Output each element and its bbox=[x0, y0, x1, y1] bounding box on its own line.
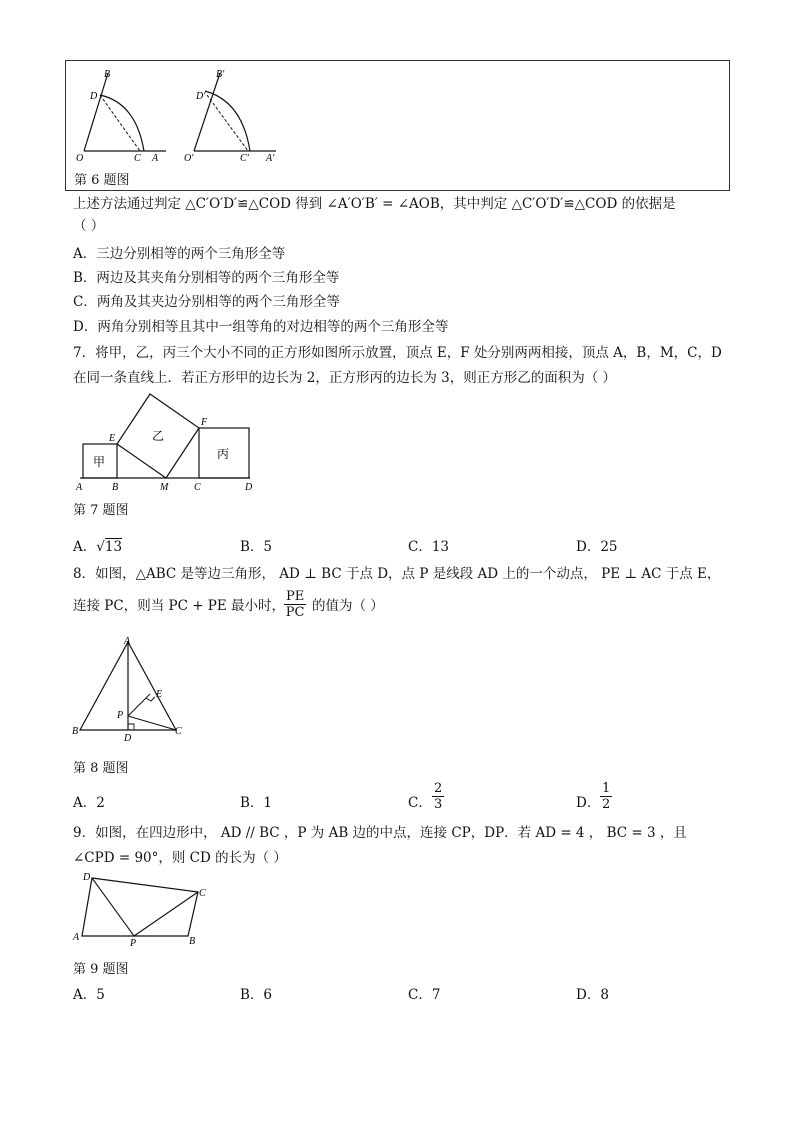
q7-option-a bbox=[73, 535, 122, 555]
q9-option-b: B．6 bbox=[240, 987, 273, 1003]
q6-label-O: O bbox=[76, 153, 84, 164]
q7-label-C: C bbox=[194, 482, 201, 493]
q7-option-b: B．5 bbox=[240, 539, 273, 555]
q8-caption: 第 8 题图 bbox=[73, 761, 129, 776]
q9-option-a: A．5 bbox=[73, 987, 105, 1003]
q6-figure bbox=[66, 61, 729, 190]
q6-label-B: B bbox=[104, 69, 111, 80]
q7-label-F: F bbox=[201, 417, 208, 428]
q8-option-d-prefix: D． bbox=[576, 795, 601, 811]
q9-label-D: D bbox=[83, 872, 91, 883]
q8-option-c-den: 3 bbox=[434, 797, 443, 812]
q6-label-O-prime: O′ bbox=[184, 153, 194, 164]
q8-label-A: A bbox=[124, 636, 131, 647]
q9-caption: 第 9 题图 bbox=[73, 962, 129, 977]
q7-option-a-radicand: 13 bbox=[104, 539, 123, 555]
q6-figure-frame bbox=[65, 60, 730, 191]
q6-option-b: B．两边及其夹角分别相等的两个三角形全等 bbox=[73, 270, 340, 286]
q6-caption: 第 6 题图 bbox=[74, 173, 130, 188]
q6-label-D: D bbox=[90, 91, 98, 102]
q6-label-B-prime: B′ bbox=[216, 69, 225, 80]
q6-label-D-prime: D′ bbox=[196, 91, 206, 102]
q6-option-c: C．两角及其夹边分别相等的两个三角形全等 bbox=[73, 294, 340, 310]
q9-option-c: C．7 bbox=[408, 987, 441, 1003]
q6-label-C-prime: C′ bbox=[240, 153, 249, 164]
q7-option-c: C．13 bbox=[408, 539, 450, 555]
q8-option-c-num: 2 bbox=[434, 781, 443, 796]
q8-label-C: C bbox=[175, 726, 182, 737]
q8-option-b: B．1 bbox=[240, 795, 273, 811]
sqrt-icon: √ bbox=[96, 539, 105, 555]
q9-label-B: B bbox=[189, 936, 196, 947]
q7-label-A: A bbox=[76, 482, 83, 493]
q7-caption: 第 7 题图 bbox=[73, 503, 129, 518]
q9-label-A: A bbox=[73, 932, 80, 943]
q7-label-E: E bbox=[109, 433, 116, 444]
q8-figure bbox=[68, 634, 198, 746]
q8-label-B: B bbox=[72, 726, 79, 737]
q6-option-a: A．三边分别相等的两个三角形全等 bbox=[73, 246, 286, 262]
q8-label-P: P bbox=[117, 710, 124, 721]
q7-label-jia: 甲 bbox=[93, 455, 106, 469]
q6-label-A: A bbox=[152, 153, 159, 164]
q9-label-C: C bbox=[199, 888, 206, 899]
q7-label-D: D bbox=[245, 482, 253, 493]
q8-frac-den: PC bbox=[285, 605, 305, 620]
q6-option-d: D．两角分别相等且其中一组等角的对边相等的两个三角形全等 bbox=[73, 319, 449, 335]
q7-label-yi: 乙 bbox=[152, 429, 165, 443]
q8-option-d-den: 2 bbox=[602, 797, 611, 812]
q8-label-D: D bbox=[124, 733, 132, 744]
q7-figure bbox=[72, 388, 272, 496]
q9-figure bbox=[70, 868, 220, 950]
q7-option-d: D．25 bbox=[576, 539, 618, 555]
q8-option-c-prefix: C． bbox=[408, 795, 432, 811]
q8-stem-line2-post: 的值为（ ） bbox=[312, 598, 384, 614]
q8-option-a: A．2 bbox=[73, 795, 105, 811]
q8-stem-fraction bbox=[284, 589, 306, 620]
q8-frac-num: PE bbox=[286, 589, 305, 604]
q8-option-d-fraction bbox=[600, 781, 612, 812]
q7-stem-line2: 在同一条直线上．若正方形甲的边长为 2，正方形丙的边长为 3，则正方形乙的面积为（ ） bbox=[73, 370, 617, 386]
q6-label-C: C bbox=[134, 153, 141, 164]
q9-option-d: D．8 bbox=[576, 987, 609, 1003]
q9-stem-line2: ∠CPD = 90°，则 CD 的长为（ ） bbox=[73, 850, 287, 866]
q9-label-P: P bbox=[130, 938, 137, 949]
q7-label-B: B bbox=[112, 482, 119, 493]
q7-label-bing: 丙 bbox=[217, 447, 230, 461]
q7-option-a-prefix: A． bbox=[73, 539, 97, 555]
q6-stem-line2: （ ） bbox=[73, 218, 105, 234]
q8-option-c-fraction bbox=[432, 781, 444, 812]
q7-stem-line1: 7．将甲，乙，丙三个大小不同的正方形如图所示放置，顶点 E，F 处分别两两相接，顶点 A，B，M，C，D bbox=[73, 345, 722, 361]
q9-stem-line1: 9．如图，在四边形中， AD // BC ，P 为 AB 边的中点，连接 CP，DP．若 AD = 4 ， BC = 3 ，且 bbox=[73, 825, 687, 841]
q8-stem-line1: 8．如图，△ABC 是等边三角形， AD ⊥ BC 于点 D，点 P 是线段 AD 上的一个动点， PE ⊥ AC 于点 E， bbox=[73, 566, 721, 582]
q8-option-d-num: 1 bbox=[602, 781, 611, 796]
q7-label-M: M bbox=[160, 482, 169, 493]
q6-label-A-prime: A′ bbox=[266, 153, 275, 164]
q6-stem-line1: 上述方法通过判定 △C′O′D′≌△COD 得到 ∠A′O′B′ = ∠AOB，其中判定 △C′O′D′≌△COD 的依据是 bbox=[73, 196, 676, 212]
q8-stem-line2-pre: 连接 PC，则当 PC + PE 最小时， bbox=[73, 598, 286, 614]
q8-label-E: E bbox=[156, 689, 163, 700]
